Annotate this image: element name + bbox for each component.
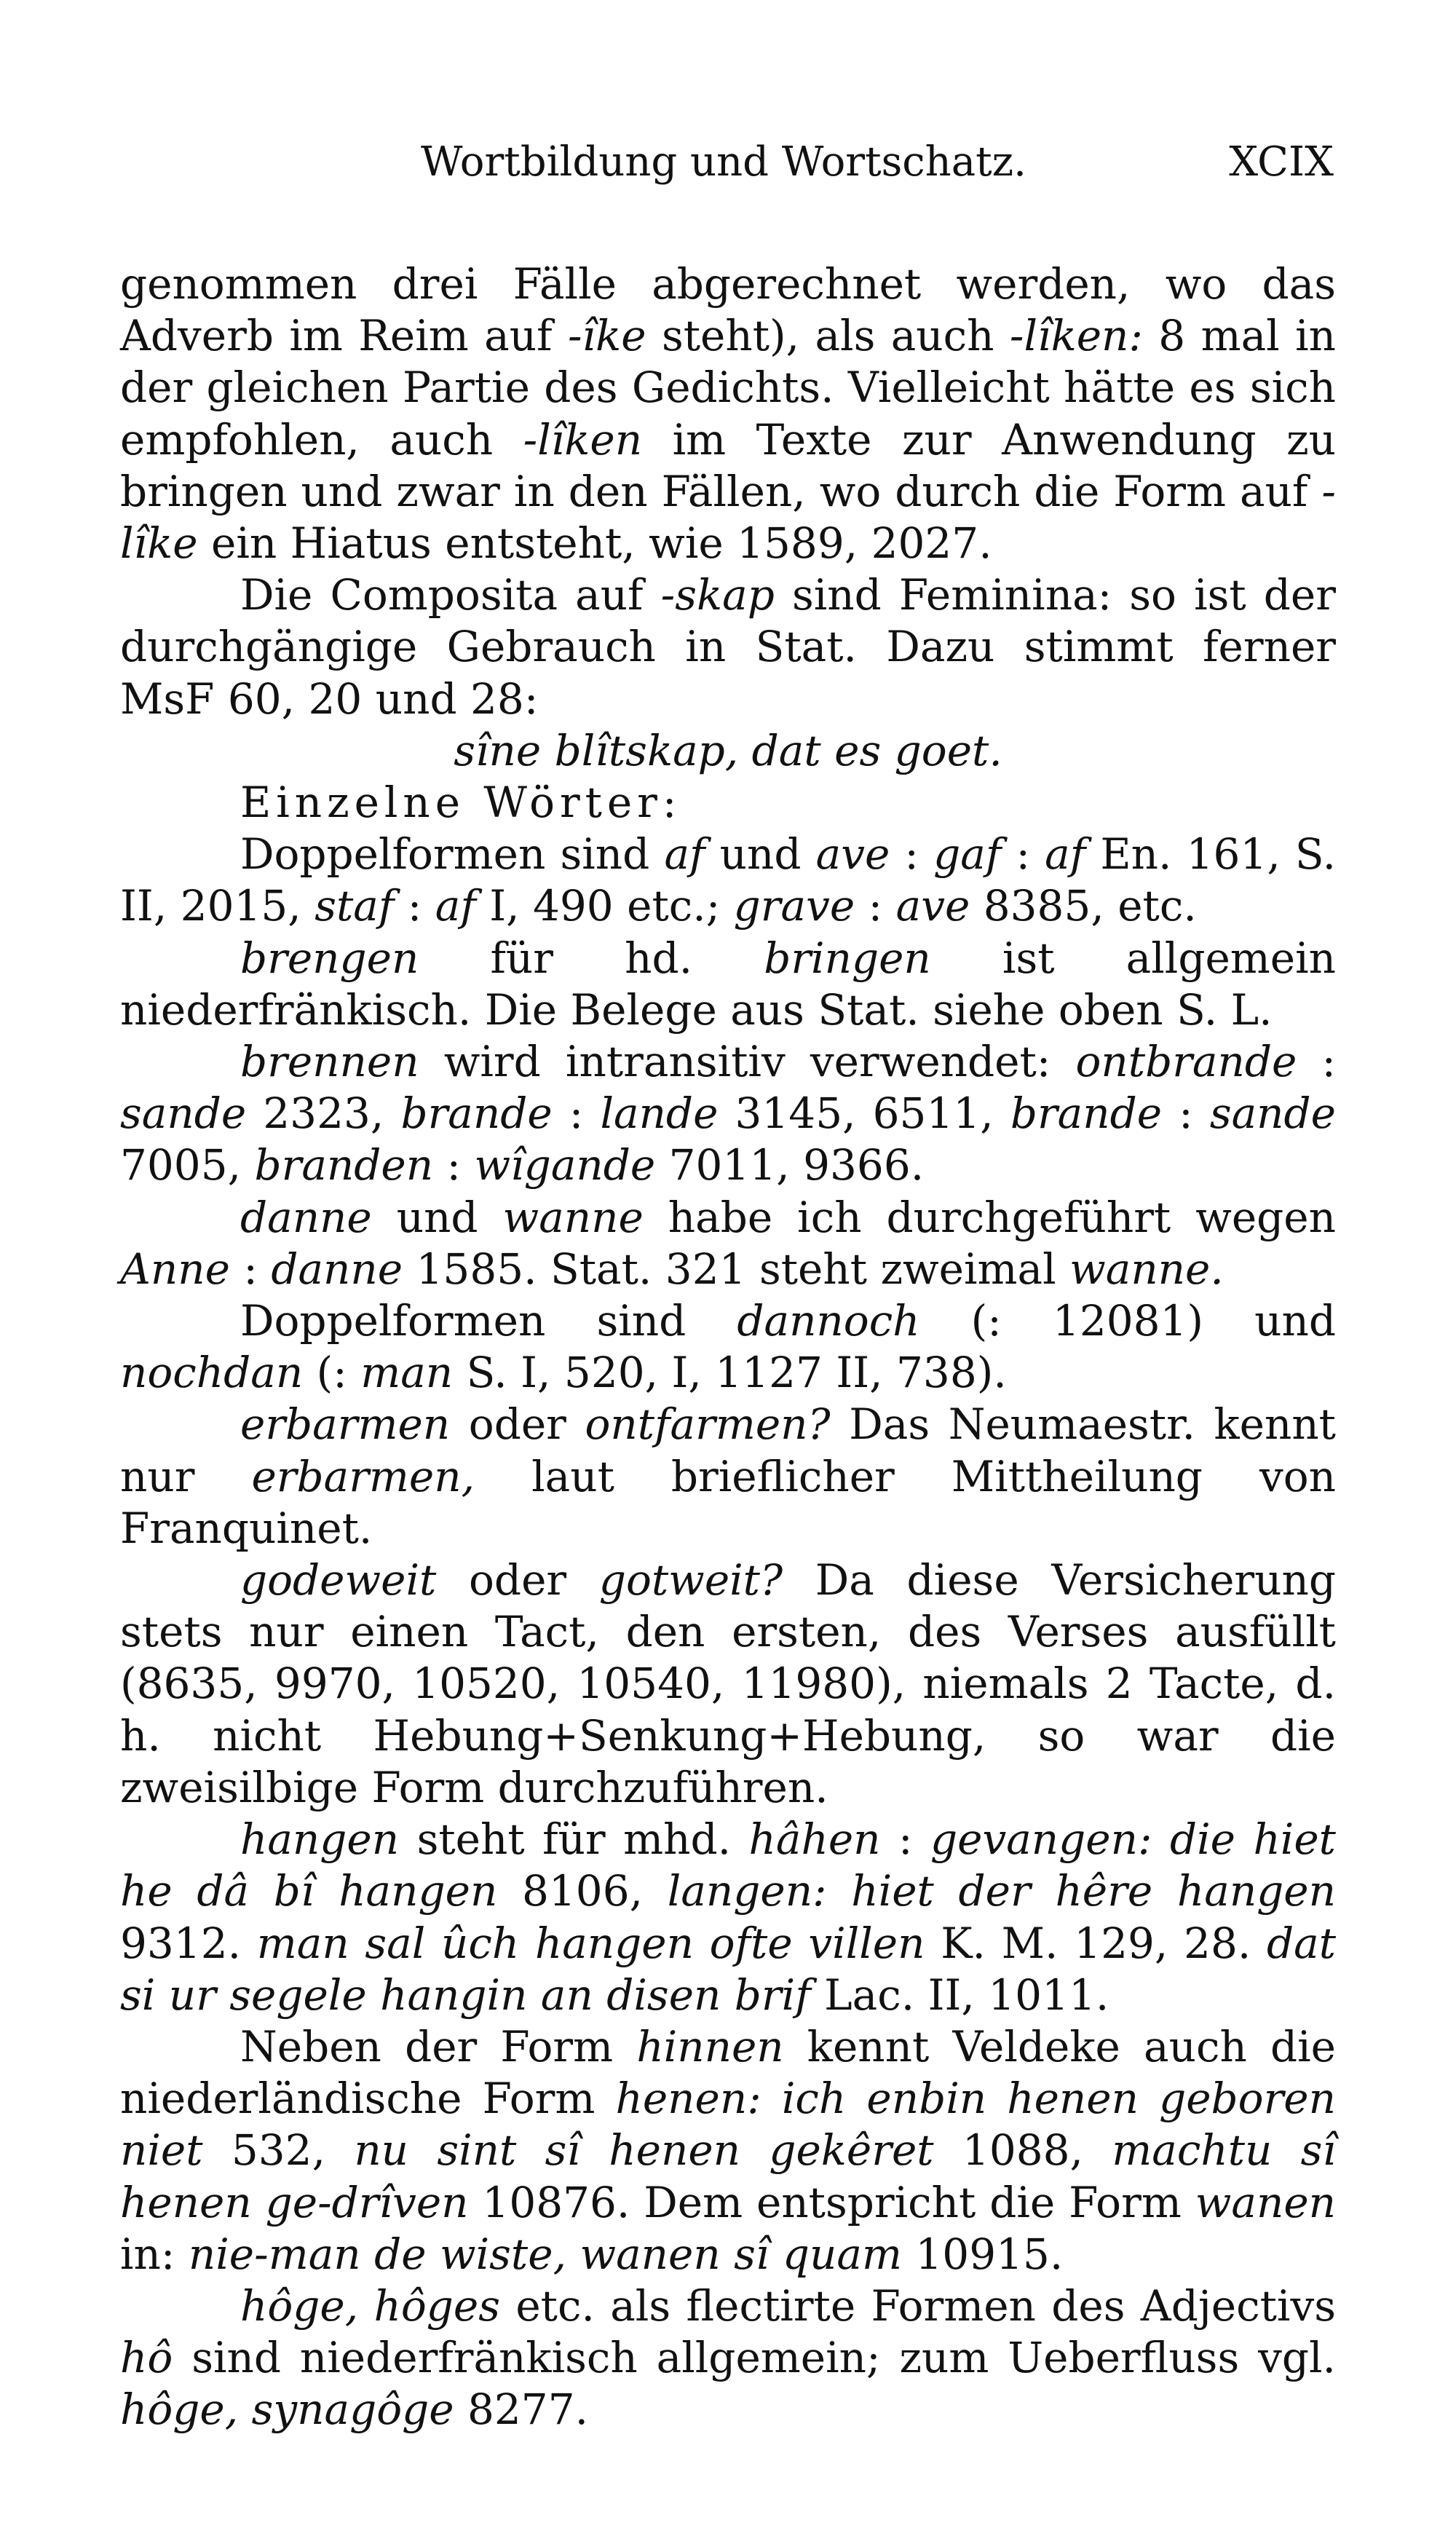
paragraph: godeweit oder gotweit? Da diese Versicherung stets nur einen Tact, den ersten, des Verses ausfüllt (8635, 9970, 10520, 10540, 11980), niemals 2 Tacte, d. h. nicht Hebung+Senkung+Hebung, so war die zweisilbige Form durchzuführen. (120, 1555, 1336, 1812)
page-number: XCIX (1229, 138, 1334, 186)
paragraph: Neben der Form hinnen kennt Veldeke auch die niederländische Form henen: ich enbin henen geboren niet 532, nu sint sî henen gekêret 1088, machtu sî henen ge-drîven 10876. Dem entspricht die Form wanen in: nie-man de wiste, wanen sî quam 10915. (120, 2021, 1336, 2279)
paragraph: genommen drei Fälle abgerechnet werden, wo das Adverb im Reim auf -îke steht), als auch -lîken: 8 mal in der gleichen Partie des Gedichts. Vielleicht hätte es sich empfohlen, auch -lîken im Texte zur Anwendung zu bringen und zwar in den Fällen, wo durch die Form auf -lîke ein Hiatus entsteht, wie 1589, 2027. (120, 259, 1336, 569)
paragraph: Doppelformen sind dannoch (: 12081) und nochdan (: man S. I, 520, I, 1127 II, 738). (120, 1296, 1337, 1398)
paragraph: hôge, hôges etc. als flectirte Formen des Adjectivs hô sind niederfränkisch allgemein; zum Ueberfluss vgl. hôge, synagôge 8277. (120, 2280, 1336, 2435)
paragraph: Die Composita auf -skap sind Feminina: so ist der durchgängige Gebrauch in Stat. Dazu stimmt ferner MsF 60, 20 und 28: (120, 570, 1336, 724)
running-title: Wortbildung und Wortschatz. (421, 138, 1026, 186)
paragraph: brengen für hd. bringen ist allgemein niederfränkisch. Die Belege aus Stat. siehe oben S. L. (120, 933, 1336, 1035)
body-text (120, 258, 1336, 2436)
paragraph: danne und wanne habe ich durchgeführt wegen Anne : danne 1585. Stat. 321 steht zweimal wanne. (120, 1192, 1336, 1294)
section-heading: Einzelne Wörter: (240, 778, 682, 828)
quoted-verse: sîne blîtskap, dat es goet. (454, 725, 1002, 775)
paragraph: brennen wird intransitiv verwendet: ontbrande : sande 2323, brande : lande 3145, 6511, brande : sande 7005, branden : wîgande 7011, 9366. (120, 1037, 1337, 1190)
paragraph: erbarmen oder ontfarmen? Das Neumaestr. kennt nur erbarmen, laut brieflicher Mittheilung von Franquinet. (120, 1399, 1336, 1553)
paragraph: Doppelformen sind af und ave : gaf : af En. 161, S. II, 2015, staf : af I, 490 etc.; grave : ave 8385, etc. (120, 829, 1337, 931)
paragraph: hangen steht für mhd. hâhen : gevangen: die hiet he dâ bî hangen 8106, langen: hiet der hêre hangen 9312. man sal ûch hangen ofte villen K. M. 129, 28. dat si ur segele hangin an disen brif Lac. II, 1011. (120, 1814, 1336, 2020)
page-header (0, 138, 1456, 211)
